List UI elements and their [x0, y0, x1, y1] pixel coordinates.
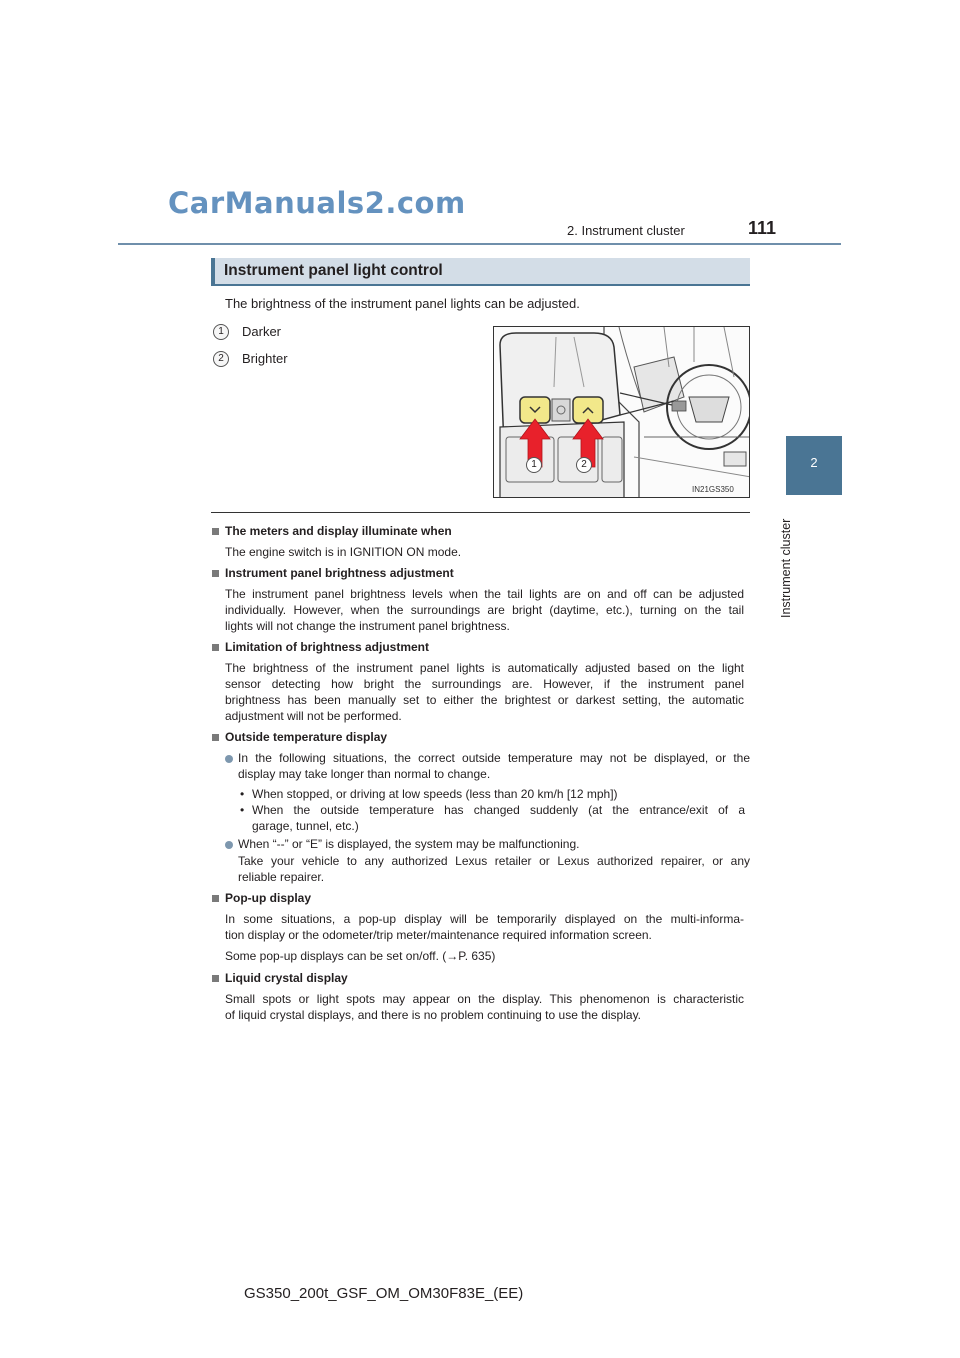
- header-section-title: 2. Instrument cluster: [567, 223, 685, 238]
- section-title: Instrument panel light control: [224, 262, 443, 279]
- chapter-side-label-text: Instrument cluster: [779, 518, 793, 618]
- note-text: individually. However, when the surroundings are bright (daytime, etc.), turning on the tail: [225, 603, 744, 617]
- note-square-icon: [212, 734, 219, 741]
- note-text: The engine switch is in IGNITION ON mode.: [225, 545, 462, 559]
- callout-2: 2: [576, 457, 592, 473]
- note-heading: Outside temperature display: [225, 730, 388, 744]
- watermark-logo: CarManuals2.com: [168, 186, 466, 220]
- note-text: brightness has been manually set to either the brightest or darkest setting, the automatic: [225, 693, 744, 707]
- sub-bullet-icon: •: [240, 803, 245, 817]
- note-text: The brightness of the instrument panel lights is automatically adjusted based on the light: [225, 661, 744, 675]
- note-square-icon: [212, 570, 219, 577]
- note-text: Take your vehicle to any authorized Lexus retailer or Lexus authorized repairer, or any: [238, 854, 750, 868]
- note-text: In the following situations, the correct outside temperature may not be displayed, or the: [238, 751, 750, 765]
- note-heading: Instrument panel brightness adjustment: [225, 566, 454, 580]
- note-text: garage, tunnel, etc.): [252, 819, 359, 833]
- note-text: sensor detecting how bright the surroundings are. However, if the instrument panel: [225, 677, 744, 691]
- note-square-icon: [212, 528, 219, 535]
- note-text: In some situations, a pop-up display will be temporarily displayed on the multi-informa-: [225, 912, 744, 926]
- note-heading: Liquid crystal display: [225, 971, 348, 985]
- note-text: Small spots or light spots may appear on the display. This phenomenon is characteristic: [225, 992, 744, 1006]
- document-code: GS350_200t_GSF_OM_OM30F83E_(EE): [244, 1285, 524, 1302]
- header-rule: [118, 243, 841, 245]
- note-square-icon: [212, 895, 219, 902]
- page-number: 111: [748, 218, 777, 238]
- note-text: of liquid crystal displays, and there is no problem continuing to use the display.: [225, 1008, 642, 1022]
- note-text: The instrument panel brightness levels when the tail lights are on and off can be adjusted: [225, 587, 744, 601]
- note-text: Some pop-up displays can be set on/off. (→P. 635): [225, 949, 496, 963]
- section-intro: The brightness of the instrument panel lights can be adjusted.: [225, 296, 580, 311]
- item-label-darker: Darker: [242, 324, 282, 339]
- note-text: adjustment will not be performed.: [225, 709, 402, 723]
- note-heading: Pop-up display: [225, 891, 312, 905]
- note-text: When the outside temperature has changed suddenly (at the entrance/exit of a: [252, 803, 745, 817]
- note-text: reliable repairer.: [238, 870, 325, 884]
- callout-1: 1: [526, 457, 542, 473]
- item-number-2: 2: [213, 351, 229, 367]
- bullet-dot-icon: [225, 755, 233, 763]
- dashboard-illustration: [493, 326, 750, 498]
- section-divider: [211, 512, 750, 513]
- note-square-icon: [212, 644, 219, 651]
- note-text: lights will not change the instrument panel brightness.: [225, 619, 510, 633]
- note-text: tion display or the odometer/trip meter/maintenance required information screen.: [225, 928, 652, 942]
- note-text: display may take longer than normal to change.: [238, 767, 491, 781]
- chapter-tab-number: 2: [810, 455, 818, 470]
- note-heading: The meters and display illuminate when: [225, 524, 452, 538]
- note-square-icon: [212, 975, 219, 982]
- note-heading: Limitation of brightness adjustment: [225, 640, 430, 654]
- item-label-brighter: Brighter: [242, 351, 288, 366]
- bullet-dot-icon: [225, 841, 233, 849]
- note-text: When “--” or “E” is displayed, the system may be malfunctioning.: [238, 837, 580, 851]
- item-number-1: 1: [213, 324, 229, 340]
- note-text: When stopped, or driving at low speeds (less than 20 km/h [12 mph]): [252, 787, 618, 801]
- chapter-side-label: [779, 508, 799, 620]
- illustration-code: IN21GS350: [692, 485, 734, 494]
- sub-bullet-icon: •: [240, 787, 245, 801]
